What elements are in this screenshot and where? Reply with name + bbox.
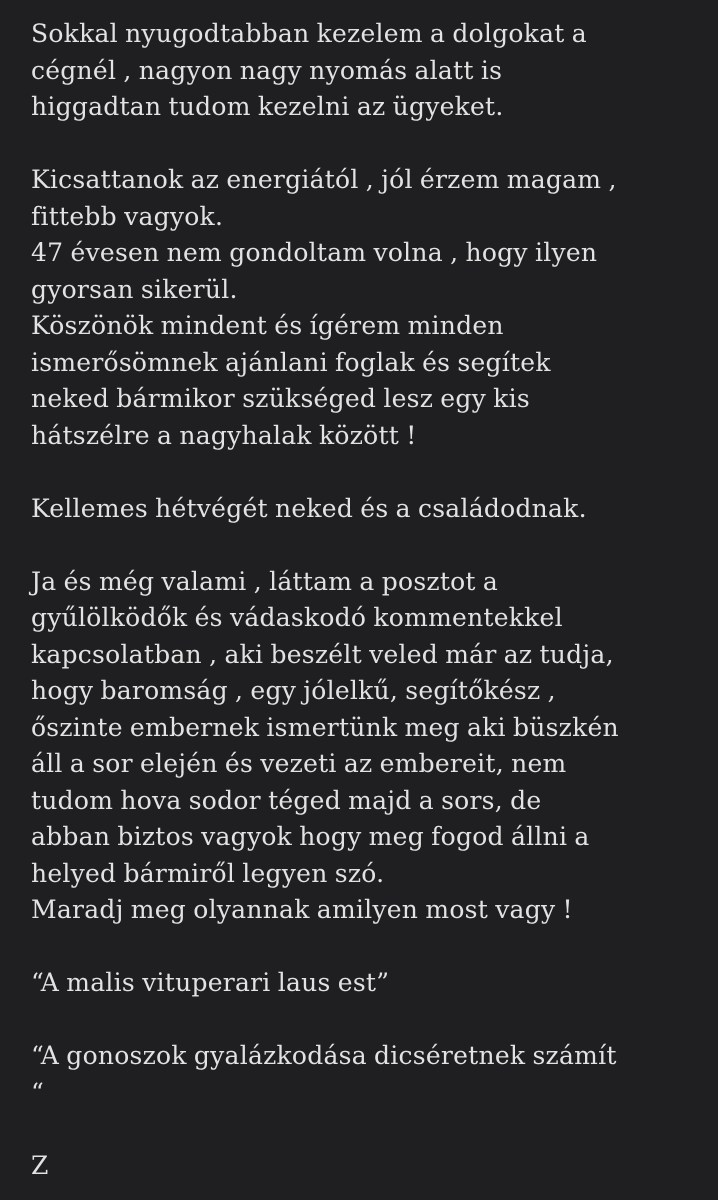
text-line: Ja és még valami , láttam a posztot a	[31, 566, 499, 596]
paragraph	[31, 16, 701, 126]
text-line: kapcsolatban , aki beszélt veled már az tudja,	[31, 639, 614, 669]
paragraph	[31, 491, 701, 528]
text-line: Sokkal nyugodtabban kezelem a dolgokat a	[31, 19, 587, 48]
text-line: Kellemes hétvégét neked és a családodnak.	[31, 493, 587, 523]
paragraph-gap	[31, 1111, 701, 1148]
text-line: higgadtan tudom kezelni az ügyeket.	[31, 92, 504, 121]
text-line: “A gonoszok gyalázkodása dicséretnek számít	[31, 1041, 617, 1070]
text-line: tudom hova sodor téged majd a sors, de	[31, 785, 542, 815]
text-line: Kicsattanok az energiától , jól érzem magam ,	[31, 165, 617, 194]
text-line: áll a sor elején és vezeti az embereit, nem	[31, 749, 567, 778]
text-line: Maradj meg olyannak amilyen most vagy !	[31, 895, 573, 924]
text-line: cégnél , nagyon nagy nyomás alatt is	[31, 55, 503, 85]
text-line: “	[31, 1077, 45, 1107]
text-line: gyorsan sikerül.	[31, 274, 238, 304]
text-line: Z	[31, 1150, 49, 1180]
paragraph-gap	[31, 126, 701, 163]
text-line: abban biztos vagyok hogy meg fogod állni a	[31, 822, 590, 851]
paragraph-gap	[31, 929, 701, 966]
signature	[31, 1148, 701, 1185]
quote-latin	[31, 965, 701, 1002]
quote-hungarian	[31, 1038, 701, 1111]
text-line: “A malis vituperari laus est”	[31, 968, 390, 997]
text-line: 47 évesen nem gondoltam volna , hogy ilyen	[31, 238, 598, 267]
text-line: hogy baromság , egy jólelkű, segítőkész ,	[31, 676, 556, 705]
paragraph	[31, 162, 701, 454]
text-line: ismerősömnek ajánlani foglak és segítek	[31, 347, 551, 377]
text-line: őszinte embernek ismertünk meg aki büszkén	[31, 712, 619, 742]
paragraph	[31, 564, 701, 929]
paragraph-gap	[31, 527, 701, 564]
text-line: neked bármikor szükséged lesz egy kis	[31, 384, 530, 413]
note-body	[31, 16, 701, 1184]
paragraph-gap	[31, 1002, 701, 1039]
text-line: hátszélre a nagyhalak között !	[31, 420, 417, 450]
text-line: fittebb vagyok.	[31, 201, 224, 231]
text-line: Köszönök mindent és ígérem minden	[31, 311, 504, 340]
text-line: helyed bármiről legyen szó.	[31, 858, 385, 888]
paragraph-gap	[31, 454, 701, 491]
text-line: gyűlölködők és vádaskodó kommentekkel	[31, 603, 563, 632]
